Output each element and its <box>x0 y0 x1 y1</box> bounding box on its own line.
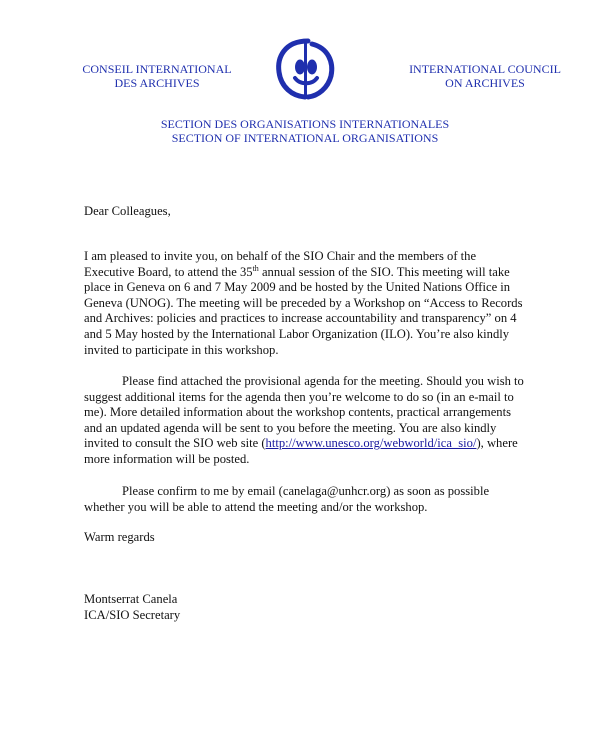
section-header <box>150 117 460 145</box>
header-right-english <box>400 62 570 90</box>
paragraph-agenda <box>84 374 532 468</box>
sio-website-link[interactable]: http://www.unesco.org/webworld/ica_sio/ <box>265 436 477 451</box>
ica-logo-icon <box>272 36 338 102</box>
p2-line6: more information will be posted. <box>84 451 250 466</box>
p1-line4: Geneva (UNOG). The meeting will be preceded by a Workshop on “Access to Records <box>84 295 523 310</box>
p3-line2: whether you will be able to attend the meeting and/or the workshop. <box>84 499 428 514</box>
signature-title: ICA/SIO Secretary <box>84 608 181 622</box>
p1-line3: place in Geneva on 6 and 7 May 2009 and be hosted by the United Nations Office in <box>84 280 511 295</box>
ordinal-suffix: th <box>252 263 259 273</box>
header-right-line1: INTERNATIONAL COUNCIL <box>409 62 561 76</box>
header-right-line2: ON ARCHIVES <box>445 76 525 90</box>
p2-line4: and an updated agenda will be sent to you before the meeting. You are also kindly <box>84 420 497 435</box>
header-left-line1: CONSEIL INTERNATIONAL <box>82 62 232 76</box>
p1-line7: invited to participate in this workshop. <box>84 342 279 357</box>
p2-line5: invited to consult the SIO web site (http://www.unesco.org/webworld/ica_sio/), where <box>84 436 518 451</box>
section-line2: SECTION OF INTERNATIONAL ORGANISATIONS <box>171 131 439 145</box>
p1-line2: Executive Board, to attend the 35th annual session of the SIO. This meeting will take <box>84 263 510 279</box>
p2-line2: suggest additional items for the agenda then you’re welcome to do so (in an e-mail to <box>84 389 514 404</box>
p3-line1: Please confirm to me by email (canelaga@unhcr.org) as soon as possible <box>122 484 490 498</box>
signature-name: Montserrat Canela <box>84 592 178 606</box>
header-left-french <box>72 62 242 90</box>
p1-line5: and Archives: policies and practices to increase accountability and transparency” on 4 <box>84 311 517 326</box>
p1-line1: I am pleased to invite you, on behalf of the SIO Chair and the members of the <box>84 249 477 263</box>
paragraph-invitation <box>84 249 532 358</box>
letter-greeting: Dear Colleagues, <box>84 204 171 218</box>
header-left-line2: DES ARCHIVES <box>114 76 200 90</box>
p2-line1: Please find attached the provisional agenda for the meeting. Should you wish to <box>122 374 524 388</box>
section-line1: SECTION DES ORGANISATIONS INTERNATIONALES <box>160 117 450 131</box>
paragraph-confirm <box>84 484 532 515</box>
p2-line3: me). More detailed information about the workshop contents, practical arrangements <box>84 405 511 420</box>
letter-closing: Warm regards <box>84 530 155 544</box>
p1-line6: and 5 May hosted by the International Labor Organization (ILO). You’re also kindly <box>84 326 510 341</box>
